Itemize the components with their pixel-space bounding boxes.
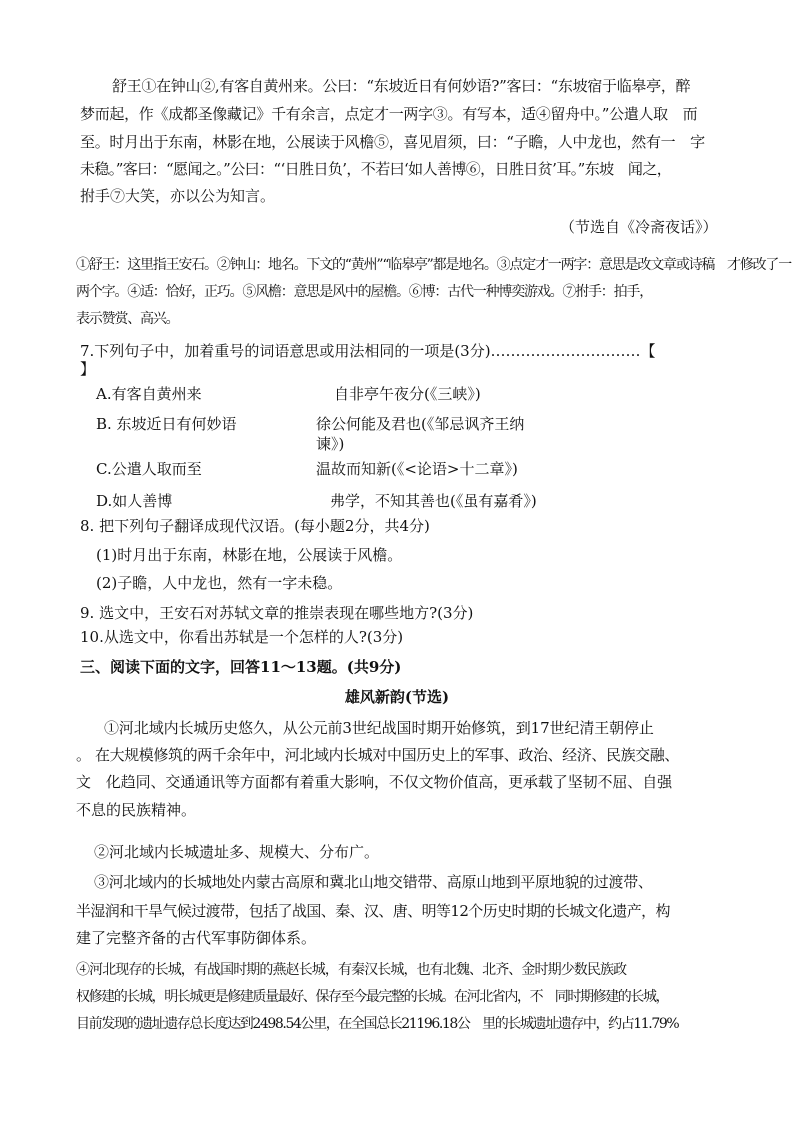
article-paragraph-line: 半湿润和干旱气候过渡带，包括了战国、秦、汉、唐、明等12个历史时期的长城文化遗产，构 (76, 902, 670, 920)
option-b-left: B. 东坡近日有何妙语 (96, 415, 237, 433)
option-d-right: 弗学，不知其善也(《虽有嘉肴》) (330, 492, 537, 510)
article-paragraph-line: 不息的民族精神。 (76, 801, 197, 819)
question-7-bracket: 】 (80, 360, 96, 378)
footnote-line: 表示赞赏、高兴。 (76, 311, 179, 327)
passage-line: 梦而起，作《成都圣像藏记》千有余言，点定才一两字③。有写本，适④留舟中。”公遣人取 而 (80, 105, 698, 123)
article-paragraph-line: 建了完整齐备的古代军事防御体系。 (76, 929, 317, 947)
footnote-line: 两个字。④适：恰好，正巧。⑤风檐：意思是风中的屋檐。⑥博：古代一种博奕游戏。⑦拊手：拍手， (76, 284, 652, 300)
question-10: 10.从选文中，你看出苏轼是一个怎样的人?(3分) (80, 628, 404, 646)
option-b-right-cont: 谏》) (316, 435, 345, 453)
question-8-item: (1)时月出于东南，林影在地，公展读于风檐。 (96, 546, 403, 564)
question-7-stem: 7.下列句子中，加着重号的词语意思或用法相同的一项是(3分)…………………………【 (80, 342, 656, 360)
article-paragraph-line: ①河北域内长城历史悠久，从公元前3世纪战国时期开始修筑，到17世纪清王朝停止 (104, 719, 654, 737)
passage-line: 至。时月出于东南，林影在地，公展读于风檐⑤，喜见眉须，曰：“子瞻，人中龙也，然有一 字 (80, 133, 705, 151)
option-c-right: 温故而知新(《<论语>十二章》) (316, 460, 518, 478)
option-a-left: A.有客自黄州来 (96, 385, 202, 403)
option-a-right: 自非亭午夜分(《三峡》) (334, 385, 481, 403)
article-paragraph-line: 目前发现的遗址遗存总长度达到2498.54公里，在全国总长21196.18公 里的长城遗址遗存中，约占11.79% (76, 1016, 679, 1032)
footnote-line: ①舒王：这里指王安石。②钟山：地名。下文的“黄州”“临皋亭”都是地名。③点定才一两字：意思是改文章或诗稿 才修改了一 (76, 257, 792, 273)
article-paragraph-line: ④河北现存的长城，有战国时期的燕赵长城，有秦汉长城，也有北魏、北齐、金时期少数民族政 (76, 962, 627, 978)
question-8-stem: 8. 把下列句子翻译成现代汉语。(每小题2分，共4分) (80, 517, 430, 535)
option-d-left: D.如人善博 (96, 492, 173, 510)
question-8-item: (2)子瞻，人中龙也，然有一字未稳。 (96, 574, 343, 592)
article-paragraph-line: 文 化趋同、交通通讯等方面都有着重大影响，不仅文物价值高，更承载了坚韧不屈、自强 (76, 773, 673, 791)
passage-line: 未稳。”客曰：“愿闻之。”公曰：“‘日胜日负’，不若曰‘如人善博⑥，日胜日贫’耳。”东坡 闻之， (80, 160, 672, 178)
section-heading: 三、阅读下面的文字，回答11～13题。(共9分) (80, 658, 402, 676)
article-paragraph-line: ②河北域内长城遗址多、规模大、分布广。 (94, 843, 380, 861)
passage-line: 拊手⑦大笑，亦以公为知言。 (80, 187, 276, 205)
source-citation: （节选自《冷斋夜话》） (560, 218, 718, 236)
article-paragraph-line: 。 在大规模修筑的两千余年中，河北域内长城对中国历史上的军事、政治、经济、民族交融、 (76, 746, 679, 764)
option-c-left: C.公遣人取而至 (96, 460, 202, 478)
question-9: 9. 选文中，王安石对苏轼文章的推崇表现在哪些地方?(3分) (80, 604, 474, 622)
article-title: 雄风新韵(节选) (344, 688, 450, 706)
option-b-right: 徐公何能及君也(《邹忌讽齐王纳 (316, 415, 525, 433)
article-paragraph-line: ③河北域内的长城地处内蒙古高原和冀北山地交错带、高原山地到平原地貌的过渡带、 (94, 873, 653, 891)
article-paragraph-line: 权修建的长城，明长城更是修建质量最好、保存至今最完整的长城。在河北省内，不 同时期修建的长城， (76, 989, 669, 1005)
passage-line: 舒王①在钟山②,有客自黄州来。公曰：“东坡近日有何妙语?”客曰：“东坡宿于临皋亭，醉 (112, 77, 691, 95)
